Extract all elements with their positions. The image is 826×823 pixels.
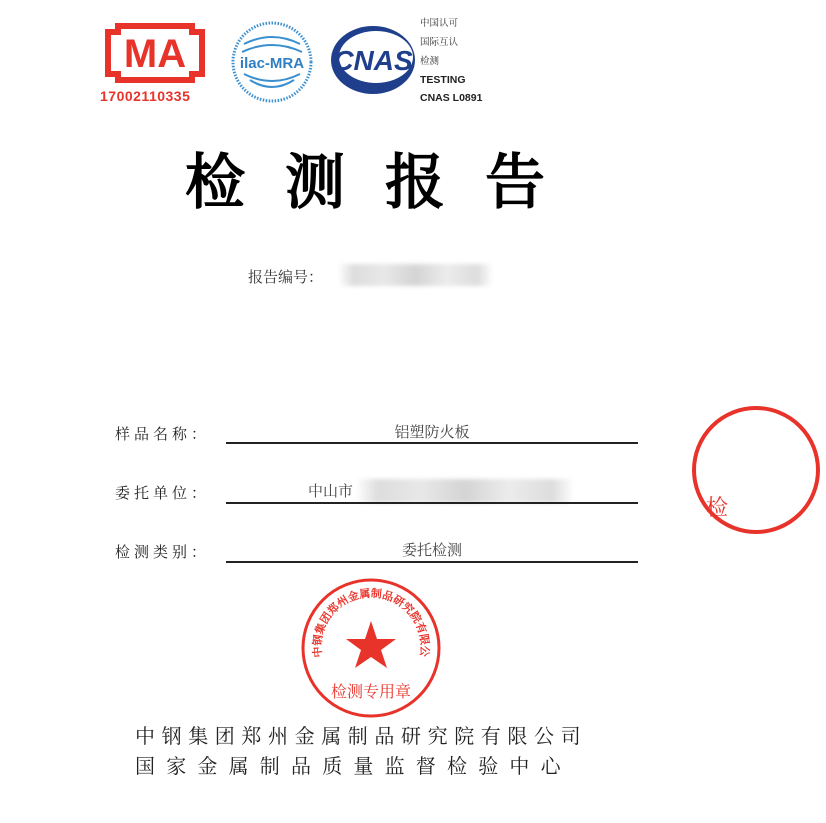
- footer-org-line2: 国家金属制品质量监督检验中心: [135, 754, 572, 778]
- cnas-line: 检测: [420, 56, 440, 67]
- cnas-testing: TESTING: [420, 74, 466, 86]
- cma-number: 17002110335: [100, 88, 191, 104]
- svg-text:检: 检: [706, 496, 729, 521]
- cnas-code: CNAS L0891: [420, 92, 483, 104]
- field-value-sample-name: 铝塑防火板: [394, 423, 470, 441]
- field-label-sample-name: 样品名称：: [115, 425, 211, 443]
- report-number-label: 报告编号：: [248, 268, 324, 286]
- seal-star-icon: [346, 621, 396, 668]
- ilac-text: ilac-MRA: [239, 55, 305, 72]
- field-label-client: 委托单位：: [115, 484, 211, 502]
- field-underline: [226, 561, 638, 563]
- seal-ring-text: 中钢集团郑州金属制品研究院有限公: [310, 586, 432, 659]
- partial-seal: [686, 405, 729, 535]
- cnas-logo: [326, 24, 420, 96]
- cnas-line: 中国认可: [420, 18, 459, 29]
- field-underline: [226, 442, 638, 444]
- field-label-test-type: 检测类别：: [115, 543, 211, 561]
- cnas-text: CNAS: [333, 45, 413, 76]
- cma-letters: MA: [123, 32, 187, 76]
- report-number-redacted: [338, 264, 493, 286]
- field-value-test-type: 委托检测: [401, 541, 462, 559]
- client-name-redacted: [356, 479, 574, 503]
- footer-org-line1: 中钢集团郑州金属制品研究院有限公司: [135, 724, 588, 748]
- field-value-client: 中山市: [308, 482, 354, 500]
- cma-logo: [98, 20, 212, 86]
- field-underline: [226, 502, 638, 504]
- official-seal: [300, 577, 442, 719]
- seal-center-text: 检测专用章: [330, 682, 412, 701]
- ilac-mra-logo: [230, 20, 314, 104]
- page-title: 检测报告: [185, 148, 585, 218]
- cnas-line: 国际互认: [420, 37, 459, 48]
